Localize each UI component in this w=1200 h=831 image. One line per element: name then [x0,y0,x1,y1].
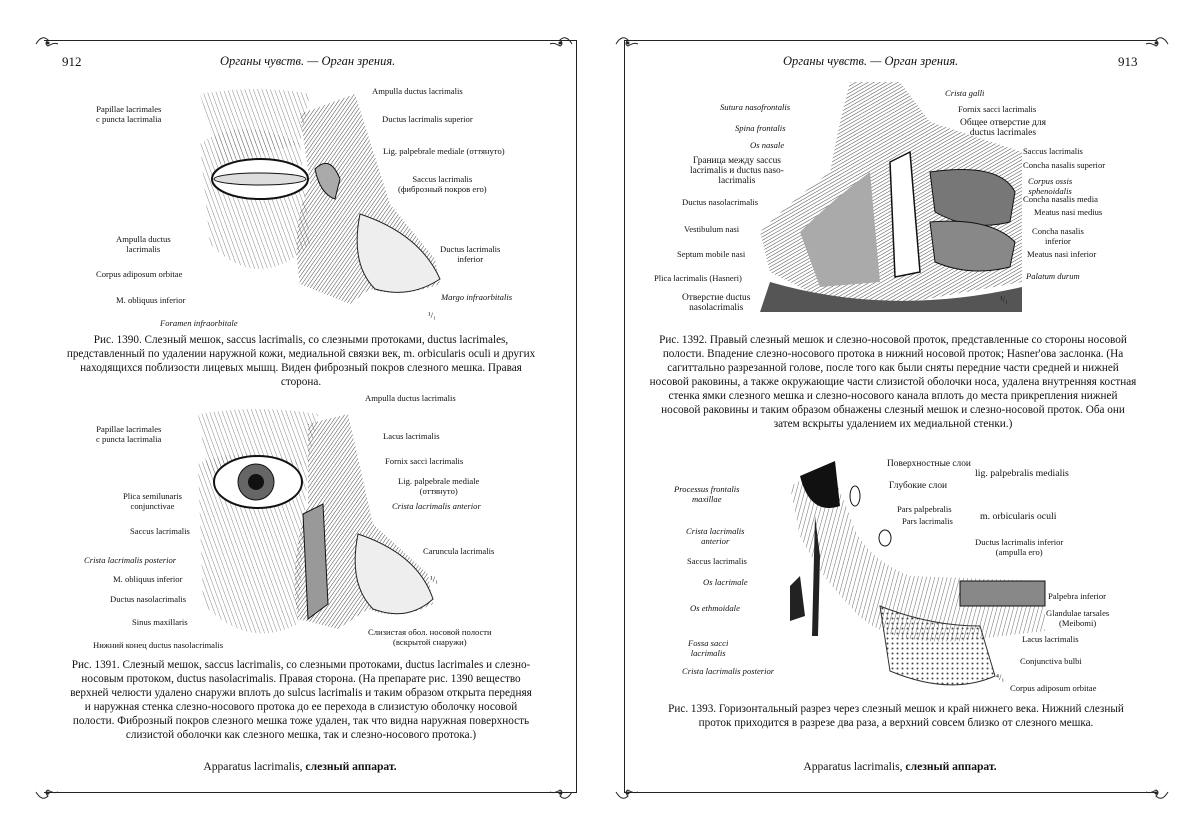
corner-ornament-icon [614,32,640,58]
label-septum-mobile: Septum mobile nasi [677,249,746,259]
corner-ornament-icon [614,778,640,804]
label-plica-hasneri: Plica lacrimalis (Hasneri) [654,273,742,283]
corner-ornament-icon [34,32,60,58]
label-poverkhnostnye-sloi: Поверхностные слои [887,459,971,469]
corner-ornament-icon [1144,778,1170,804]
corner-ornament-icon [34,778,60,804]
label-processus-frontalis: Processus frontalis maxillae [674,484,740,504]
label-saccus-lacrimalis-2: Saccus lacrimalis [130,526,190,536]
label-papillae-lacrimales: Papillae lacrimales c puncta lacrimalia [96,104,162,124]
label-pars-lacrimalis: Pars lacrimalis [902,516,953,526]
label-otverstie-ductus: Отверстие ductus nasolacrimalis [682,293,751,313]
label-papillae-lacrimales-2: Papillae lacrimales c puncta lacrimalia [96,424,162,444]
footer-plain-text: Apparatus lacrimalis, [803,760,903,773]
label-ampulla-ductus-2: Ampulla ductus lacrimalis [116,234,171,254]
frame-top-rule [44,40,577,41]
label-lig-palpebrale: Lig. palpebrale mediale (оттянуто) [383,146,505,156]
label-scale-2: ¹/₁ [430,574,438,584]
page-number: 913 [1118,54,1138,69]
label-margo-infraorbitalis: Margo infraorbitalis [441,292,513,302]
caption-fig-1392: Рис. 1392. Правый слезный мешок и слезно-носовой проток, представленные со стороны носовой полости. Впадение слезно-носового протока в нижний носовой проток; Hasner'ова заслонка. (На сагиттально разрезанной голове, после того как были сняты передние части средней и нижней носовой раковины, а также окружающие части слизистой оболочки носа, удалена внутренняя костная стенка ямки слезного мешка и слезно-носового канала вплоть до места прикрепления нижней носовой раковины и таким образом обнажены слезный мешок и слезно-носовой проток. Оба они затем вскрыты удалением их медиальной стенки.) [649,334,1137,430]
label-crista-lacrimalis-anterior: Crista lacrimalis anterior [686,526,745,546]
figure-1392-illustration [760,82,1022,312]
label-saccus-lacrimalis-3: Saccus lacrimalis [1023,146,1083,156]
label-m-orbicularis: m. orbicularis oculi [980,511,1057,522]
label-saccus-lacrimalis-4: Saccus lacrimalis [687,556,747,566]
corner-ornament-icon [548,32,574,58]
label-crista-posterior: Crista lacrimalis posterior [84,555,177,565]
label-scale-3: ¹/₁ [1000,294,1008,304]
label-ductus-lacrimalis-inferior: Ductus lacrimalis inferior (ampulla его) [975,537,1064,557]
label-os-ethmoidale: Os ethmoidale [690,603,740,613]
label-saccus-lacrimalis: Saccus lacrimalis (фиброзный покров его) [398,174,487,194]
label-scale: ¹/₁ [428,310,436,320]
label-lig-palpebralis-medialis: lig. palpebralis medialis [975,468,1069,479]
label-fornix-sacci-2: Fornix sacci lacrimalis [958,104,1037,114]
label-sutura-nasofrontalis: Sutura nasofrontalis [720,102,791,112]
label-foramen-infraorbitale: Foramen infraorbitale [160,318,238,328]
label-obliquus-inferior-2: M. obliquus inferior [113,574,183,584]
label-lig-palpebrale-2: Lig. palpebrale mediale (оттянуто) [398,476,480,496]
label-lacus-lacrimalis-2: Lacus lacrimalis [1022,634,1079,644]
label-pars-palpebralis: Pars palpebralis [897,504,952,514]
frame-top-rule [624,40,1157,41]
label-corpus-adiposum-orbitae: Corpus adiposum orbitae [1010,683,1097,693]
label-lacus-lacrimalis: Lacus lacrimalis [383,431,440,441]
label-fornix-sacci: Fornix sacci lacrimalis [385,456,464,466]
footer-bold-text: слезный аппарат. [905,760,997,773]
corner-ornament-icon [1144,32,1170,58]
caption-fig-1391: Рис. 1391. Слезный мешок, saccus lacrimalis, со слезными протоками, ductus lacrimales и слезно-носовым протоком, ductus nasolacrimalis. Правая сторона. (На препарате рис. 1390 вещество верхней челюсти удалено снаружи вплоть до sulcus lacrimalis и таким образом открыта передняя и наружная стенка слезно-носового протока до ее перехода в слизистую оболочку носовой полости. Фиброзный покров слезного мешка тоже удален, так что видна наружная поверхность слизистой оболочки как слезного мешка, так и слезно-носового протока.) [70,659,532,741]
caption-fig-1390: Рис. 1390. Слезный мешок, saccus lacrimalis, со слезными протоками, ductus lacrimales, представленный по удалении наружной кожи, медиальной связки век, m. orbicularis oculi и других находящихся поблизости лицевых мышц. Виден фиброзный покров слезного мешка. Правая сторона. [66,334,536,388]
label-scale-4: ⁴/₁ [996,672,1005,682]
label-palatum-durum: Palatum durum [1026,271,1080,281]
running-head: Органы чувств. — Орган зрения. [220,54,396,68]
label-plica-semilunaris: Plica semilunaris conjunctivae [123,491,182,511]
label-slizistaya-obolochka: Слизистая обол. носовой полости (вскрытой снаружи) [368,627,492,647]
label-ductus-nasolacrimalis: Ductus nasolacrimalis [110,594,187,604]
label-fossa-sacci: Fossa sacci lacrimalis [688,638,729,658]
label-palpebra-inferior: Palpebra inferior [1048,591,1106,601]
running-head: Органы чувств. — Орган зрения. [783,54,959,68]
label-obshchee-otverstie: Общее отверстие для ductus lacrimales [960,118,1046,138]
label-vestibulum-nasi: Vestibulum nasi [684,224,740,234]
frame-right-rule [576,40,577,793]
label-concha-media: Concha nasalis media [1023,194,1098,204]
label-ductus-superior: Ductus lacrimalis superior [382,114,473,124]
section-footer [600,760,1200,773]
frame-bottom-rule [624,792,1157,793]
caption-fig-1393: Рис. 1393. Горизонтальный разрез через слезный мешок и край нижнего века. Нижний слезный проток приходится в разрезе два раза, а верхний совсем близко от слезного мешка. [668,703,1124,729]
label-corpus-sphenoidalis: Corpus ossis sphenoidalis [1028,176,1073,196]
label-caruncula: Caruncula lacrimalis [423,546,495,556]
label-meatus-medius: Meatus nasi medius [1034,207,1103,217]
label-os-nasale: Os nasale [750,140,785,150]
figure-1393-illustration [760,456,1050,696]
right-page [600,0,1200,831]
label-os-lacrimale: Os lacrimale [703,577,748,587]
section-footer [0,760,600,773]
label-ductus-inferior: Ductus lacrimalis inferior [440,244,501,264]
corner-ornament-icon [548,778,574,804]
label-spina-frontalis: Spina frontalis [735,123,786,133]
frame-bottom-rule [44,792,577,793]
label-obliquus-inferior: M. obliquus inferior [116,295,186,305]
footer-bold-text: слезный аппарат. [305,760,397,773]
label-meatus-inferior: Meatus nasi inferior [1027,249,1097,259]
label-glandulae-tarsales: Glandulae tarsales (Meibomi) [1046,608,1110,628]
label-concha-superior: Concha nasalis superior [1023,160,1106,170]
label-crista-anterior: Crista lacrimalis anterior [392,501,481,511]
label-ampulla-ductus: Ampulla ductus lacrimalis [372,86,463,96]
label-concha-inferior: Concha nasalis inferior [1032,226,1084,246]
label-sinus-maxillaris: Sinus maxillaris [132,617,188,627]
footer-plain-text: Apparatus lacrimalis, [203,760,303,773]
page-number: 912 [62,54,82,69]
frame-left-rule [624,40,625,793]
label-crista-galli: Crista galli [945,88,985,98]
label-conjunctiva-bulbi: Conjunctiva bulbi [1020,656,1082,666]
label-ampulla-ductus-3: Ampulla ductus lacrimalis [365,393,456,403]
label-corpus-adiposum: Corpus adiposum orbitae [96,269,183,279]
label-granitsa: Граница между saccus lacrimalis и ductus naso- lacrimalis [690,156,784,186]
label-glubokie-sloi: Глубокие слои [889,481,948,491]
label-crista-lacrimalis-posterior: Crista lacrimalis posterior [682,666,775,676]
label-ductus-nasolacrimalis-2: Ductus nasolacrimalis [682,197,759,207]
label-nizhniy-konets: Нижний конец ductus nasolacrimalis [93,640,224,650]
